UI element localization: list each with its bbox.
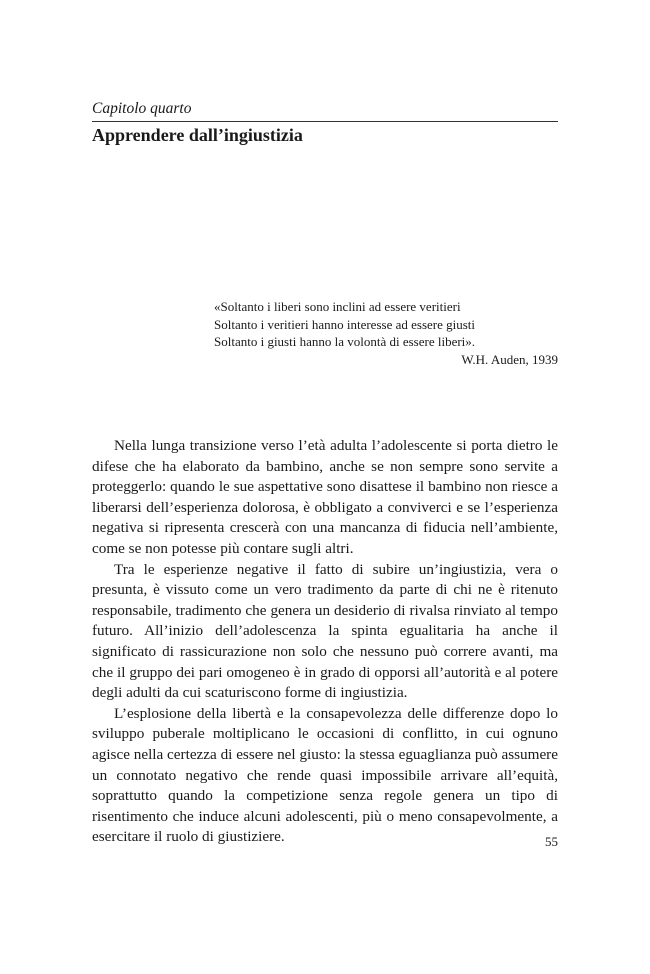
epigraph-line: Soltanto i veritieri hanno interesse ad essere giusti: [214, 316, 476, 332]
paragraph: Tra le esperienze negative il fatto di subire un’ingiustizia, vera o presunta, è vissuto come un vero tradimento da parte di chi ne è ritenuto responsabile, tradimento che genera un desiderio di rivalsa rinviato al tempo futuro. All’inizio dell’adolescenza la spinta egualitaria ha anche il significato di rassicurazione non solo che nessuno può correre avanti, ma che il gruppo dei pari omogeneo è in grado di opporsi all’autorità e al potere degli adulti da cui scaturiscono forme di ingiustizia.: [92, 560, 558, 702]
epigraph-line: Soltanto i giusti hanno la volontà di essere liberi».: [214, 334, 476, 349]
paragraph: L’esplosione della libertà e la consapevolezza delle differenze dopo lo sviluppo puberale moltiplicano le occasioni di conflitto, in cui ognuno agisce nella certezza di essere nel giusto: la stessa eguaglianza può assumere un connotato negativo che rende quasi impossibile arrivare all’equità, soprattutto quando la competizione senza regole genera un tipo di risentimento che induce alcuni adolescenti, più o meno consapevolmente, a esercitare il ruolo di giustiziere.: [92, 704, 558, 846]
epigraph-attribution: W.H. Auden, 1939: [461, 351, 558, 367]
epigraph: [214, 298, 558, 368]
page-number: 55: [545, 834, 558, 849]
chapter-title: Apprendere dall’ingiustizia: [92, 125, 303, 145]
paragraph: Nella lunga transizione verso l’età adulta l’adolescente si porta dietro le difese che ha elaborato da bambino, anche se non sempre sono servite a proteggerlo: quando le sue aspettative sono disattese il bambino non riesce a liberarsi dell’esperienza dolorosa, è obbligato a conviverci e se l’esperienza negativa si ripresenta crescerà con una mancanza di fiducia nell’ambiente, come se non potesse più contare sugli altri.: [92, 437, 558, 557]
body-text: [92, 436, 558, 848]
chapter-divider: [92, 121, 558, 122]
chapter-label: Capitolo quarto: [92, 100, 192, 117]
epigraph-line: «Soltanto i liberi sono inclini ad essere veritieri: [214, 299, 461, 314]
